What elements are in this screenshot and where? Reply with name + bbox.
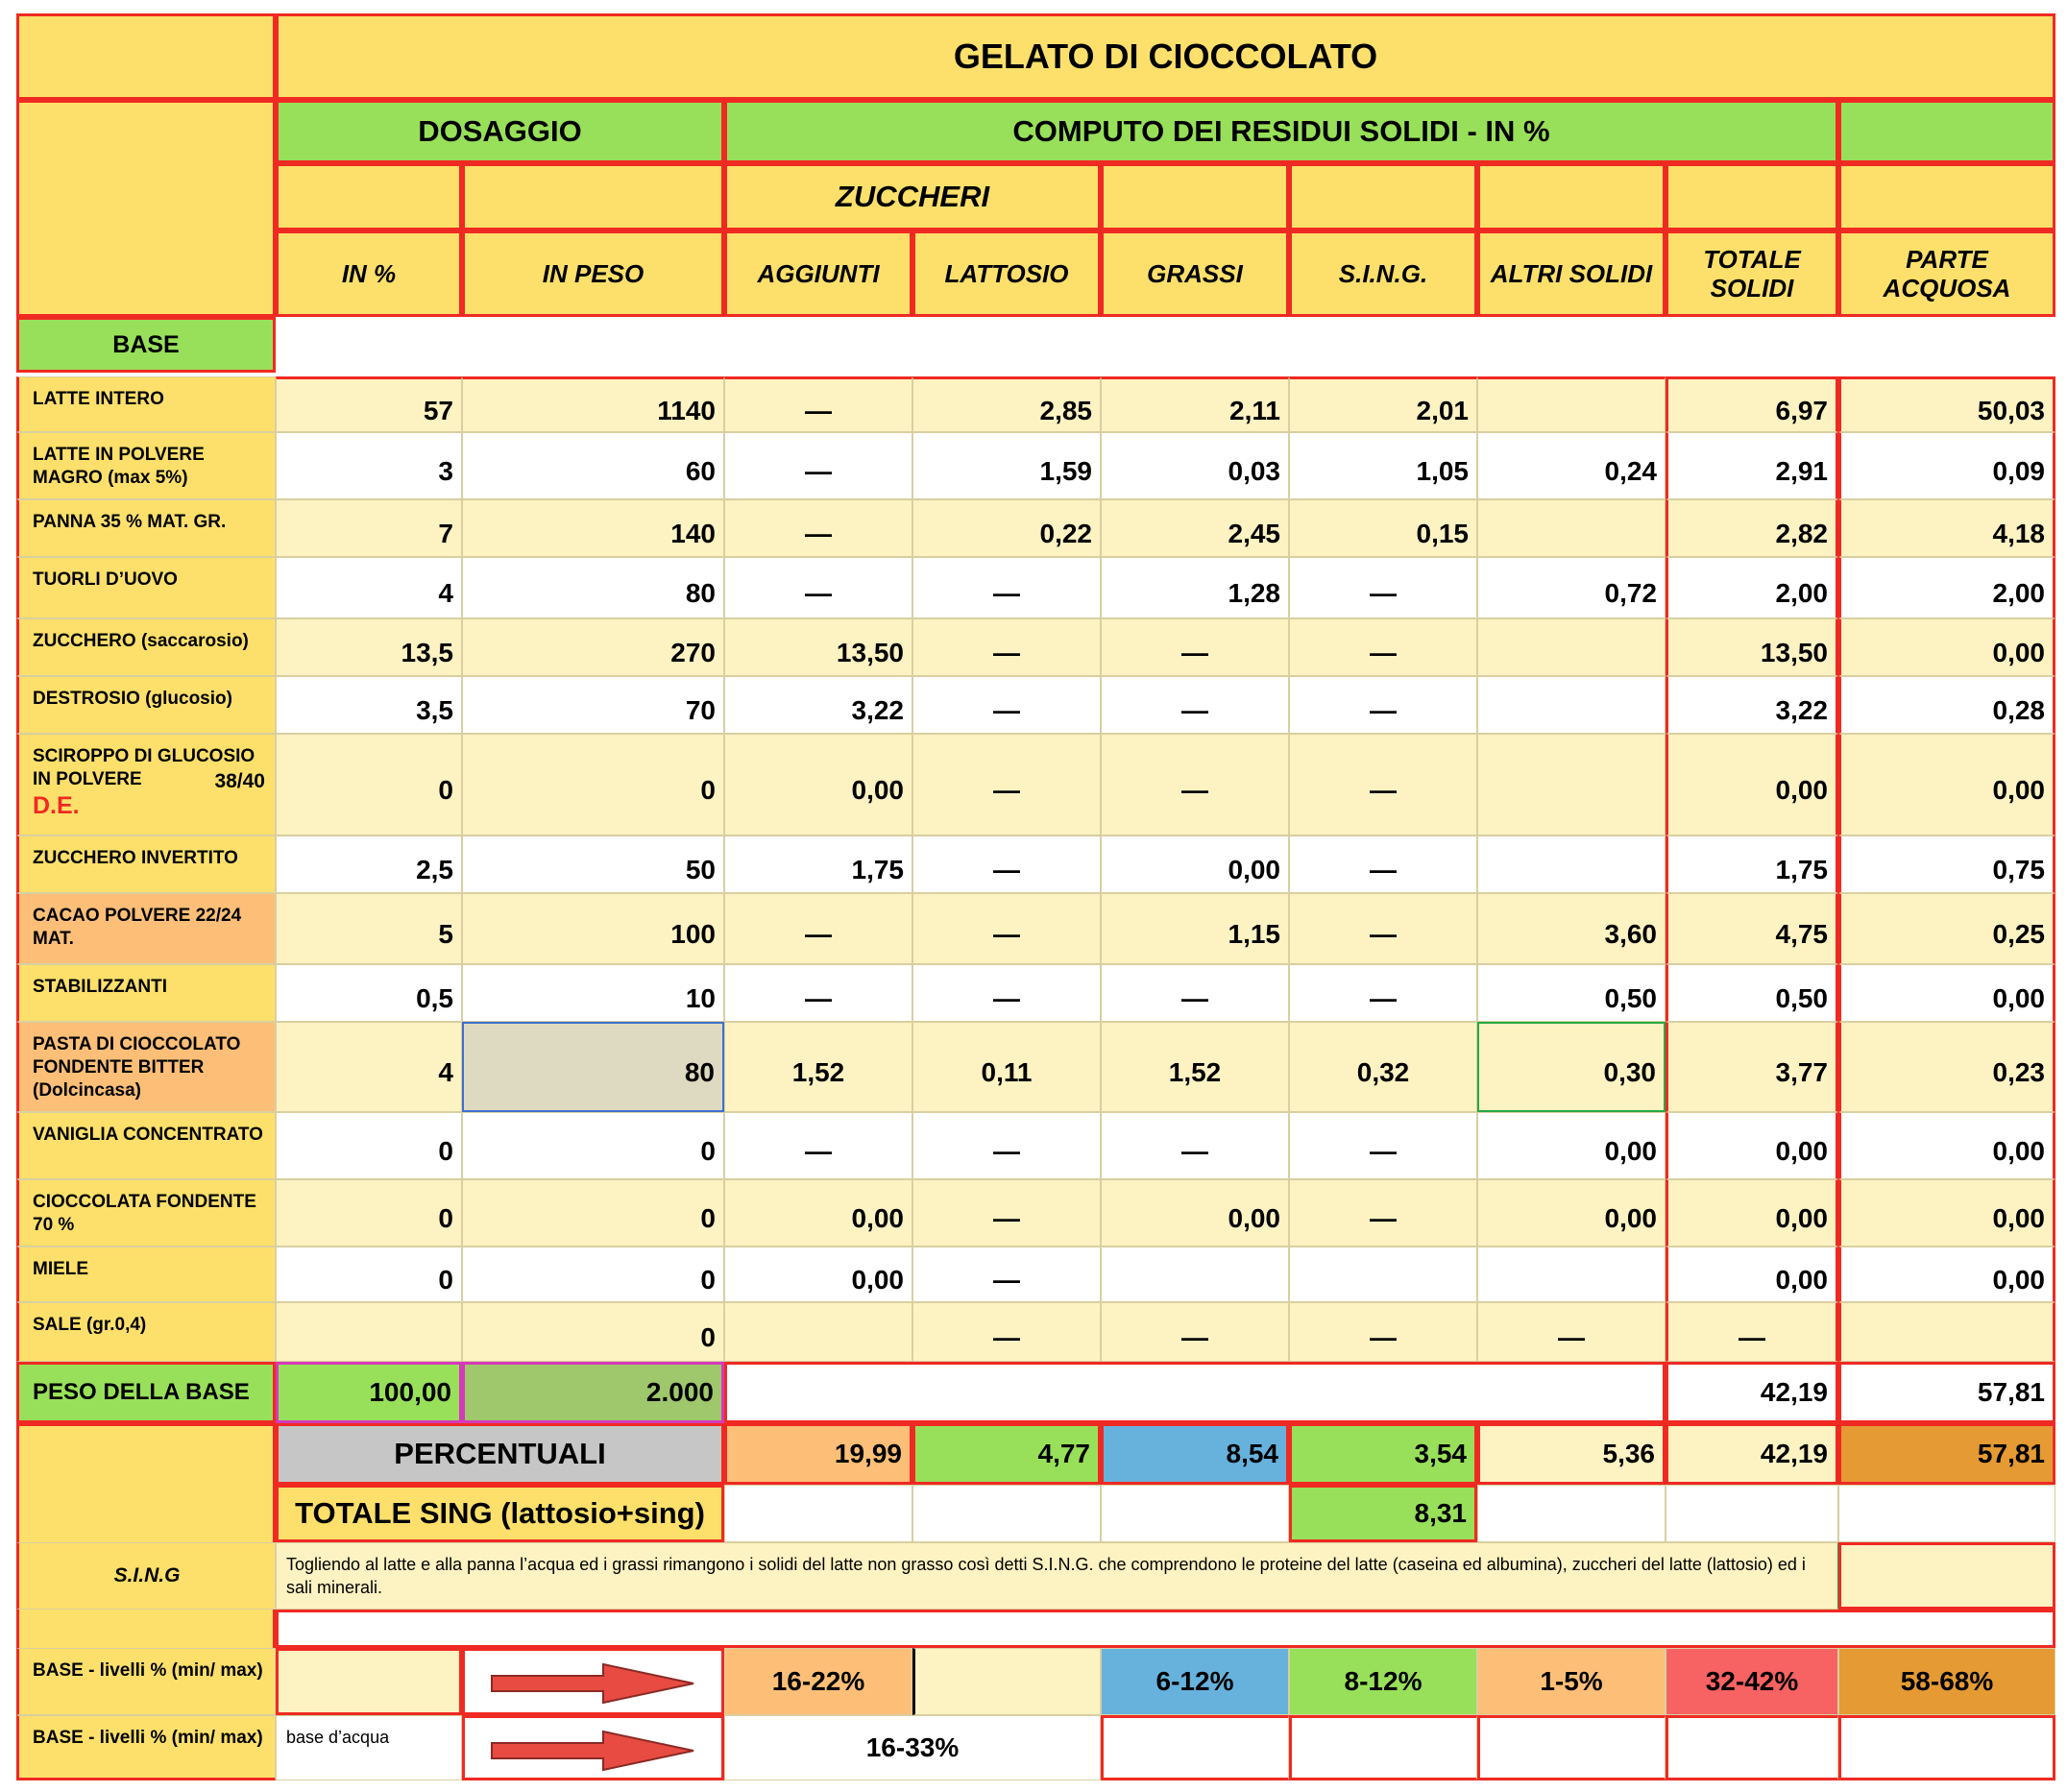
corner-cell	[16, 13, 276, 100]
data-cell[interactable]: 50,03	[1838, 376, 2055, 432]
data-cell[interactable]: —	[912, 893, 1101, 964]
row-label-text: ZUCCHERO INVERTITO	[33, 848, 238, 868]
data-cell[interactable]: —	[724, 964, 912, 1022]
data-cell[interactable]: 0,11	[912, 1022, 1101, 1112]
empty-cell	[912, 1485, 1101, 1542]
base-label: BASE	[16, 317, 276, 373]
data-cell[interactable]	[1477, 499, 1666, 557]
data-cell[interactable]: —	[912, 734, 1101, 835]
row-label	[16, 835, 276, 893]
data-cell[interactable]: —	[1101, 734, 1289, 835]
data-cell[interactable]: 1,75	[1666, 835, 1838, 893]
data-cell[interactable]: 0,15	[1289, 499, 1477, 557]
data-cell[interactable]: —	[912, 1302, 1101, 1362]
data-cell[interactable]: —	[1101, 618, 1289, 676]
data-cell[interactable]: —	[1477, 1302, 1666, 1362]
percentuali-value: 3,54	[1289, 1423, 1477, 1485]
data-cell[interactable]: 1,28	[1101, 557, 1289, 618]
dosaggio-header: DOSAGGIO	[276, 100, 724, 163]
empty-cell	[1101, 1715, 1289, 1780]
row-label-text: MIELE	[33, 1259, 89, 1279]
row-label	[16, 557, 276, 618]
data-cell[interactable]	[1477, 1247, 1666, 1302]
row-label-text: SALE (gr.0,4)	[33, 1315, 147, 1335]
percentuali-value: 8,54	[1101, 1423, 1289, 1485]
data-cell[interactable]: 2,00	[1838, 557, 2055, 618]
livelli-value: 16-22%	[724, 1648, 912, 1715]
row-label-text: CACAO POLVERE 22/24 MAT.	[33, 906, 242, 949]
row-label	[16, 376, 276, 432]
data-cell[interactable]: 0,00	[1101, 835, 1289, 893]
peso-label: PESO DELLA BASE	[16, 1362, 276, 1423]
data-cell[interactable]: 13,50	[1666, 618, 1838, 676]
data-cell[interactable]	[1838, 1302, 2055, 1362]
data-cell[interactable]: 3,5	[276, 676, 462, 734]
row-label	[16, 893, 276, 964]
data-cell[interactable]: 80	[462, 557, 724, 618]
livelli2-value: 16-33%	[724, 1715, 1101, 1780]
row-label-text: DESTROSIO (glucosio)	[33, 689, 232, 709]
percentuali-value: 4,77	[912, 1423, 1101, 1485]
data-cell[interactable]: —	[724, 893, 912, 964]
data-cell[interactable]: 4	[276, 557, 462, 618]
data-cell[interactable]: —	[1289, 557, 1477, 618]
row-label	[16, 432, 276, 499]
peso-weight: 2.000	[462, 1362, 724, 1423]
data-cell[interactable]: 1,05	[1289, 432, 1477, 499]
data-cell[interactable]: 0,25	[1838, 893, 2055, 964]
sing-label: S.I.N.G	[16, 1542, 276, 1610]
data-cell[interactable]: —	[1666, 1302, 1838, 1362]
data-cell[interactable]: 1,75	[724, 835, 912, 893]
data-cell[interactable]: 0	[276, 1247, 462, 1302]
column-header: ALTRI SOLIDI	[1477, 230, 1666, 317]
data-cell[interactable]: —	[912, 964, 1101, 1022]
livelli-label: BASE - livelli % (min/ max)	[16, 1648, 276, 1715]
data-cell[interactable]: —	[724, 499, 912, 557]
data-cell[interactable]: —	[724, 376, 912, 432]
zuccheri-header: ZUCCHERI	[724, 163, 1101, 230]
data-cell[interactable]: 80	[462, 1022, 724, 1112]
row-label	[16, 1302, 276, 1362]
data-cell[interactable]: 0	[276, 1112, 462, 1179]
row-label	[16, 618, 276, 676]
data-cell[interactable]: 0,00	[724, 1247, 912, 1302]
data-cell[interactable]: 0,00	[724, 734, 912, 835]
data-cell[interactable]: —	[1289, 618, 1477, 676]
data-cell[interactable]: 0,50	[1666, 964, 1838, 1022]
data-cell[interactable]: 3	[276, 432, 462, 499]
data-cell[interactable]: 0	[462, 1112, 724, 1179]
row-label-text: VANIGLIA CONCENTRATO	[33, 1125, 263, 1145]
data-cell[interactable]: —	[912, 1247, 1101, 1302]
data-cell[interactable]: 0,5	[276, 964, 462, 1022]
data-cell[interactable]: —	[1101, 1302, 1289, 1362]
livelli-value	[912, 1648, 1101, 1715]
percentuali-label: PERCENTUALI	[276, 1423, 724, 1485]
livelli-empty	[276, 1648, 462, 1715]
data-cell[interactable]: —	[912, 1179, 1101, 1247]
row-label	[16, 1112, 276, 1179]
data-cell[interactable]: 4,75	[1666, 893, 1838, 964]
row-label	[16, 1022, 276, 1112]
empty-cell	[1289, 1715, 1477, 1780]
data-cell[interactable]: 0,00	[1838, 618, 2055, 676]
data-cell[interactable]: 3,22	[724, 676, 912, 734]
data-cell[interactable]: 270	[462, 618, 724, 676]
data-cell[interactable]: 0,00	[1666, 1112, 1838, 1179]
data-cell[interactable]: 60	[462, 432, 724, 499]
data-cell[interactable]: 0,00	[1477, 1179, 1666, 1247]
group-empty-cell	[462, 163, 724, 230]
livelli2-note: base d’acqua	[276, 1715, 462, 1780]
data-cell[interactable]	[1477, 734, 1666, 835]
data-cell[interactable]: —	[912, 676, 1101, 734]
data-cell[interactable]: 0,00	[1838, 1112, 2055, 1179]
data-cell[interactable]: 1,59	[912, 432, 1101, 499]
group-empty-cell	[276, 163, 462, 230]
spacer-row	[276, 1610, 2055, 1648]
livelli-value: 1-5%	[1477, 1648, 1666, 1715]
column-header: TOTALE SOLIDI	[1666, 230, 1838, 317]
row-label	[16, 499, 276, 557]
data-cell[interactable]: 2,82	[1666, 499, 1838, 557]
data-cell[interactable]: 7	[276, 499, 462, 557]
data-cell[interactable]: 0,00	[1838, 1247, 2055, 1302]
row-label-text: ZUCCHERO (saccarosio)	[33, 631, 249, 651]
percentuali-value: 42,19	[1666, 1423, 1838, 1485]
data-cell[interactable]: 0,00	[1666, 734, 1838, 835]
data-cell[interactable]: 0,22	[912, 499, 1101, 557]
peso-totale: 42,19	[1666, 1362, 1838, 1423]
data-cell[interactable]: —	[1289, 676, 1477, 734]
data-cell[interactable]: —	[724, 557, 912, 618]
data-cell[interactable]: —	[1289, 1179, 1477, 1247]
data-cell[interactable]: —	[912, 835, 1101, 893]
data-cell[interactable]: 2,91	[1666, 432, 1838, 499]
empty-cell	[1838, 1485, 2055, 1542]
column-header: AGGIUNTI	[724, 230, 912, 317]
row-label-extra: 38/40	[214, 770, 265, 792]
data-cell[interactable]: 3,22	[1666, 676, 1838, 734]
empty-cell	[1666, 1715, 1838, 1780]
group-empty-cell	[1838, 163, 2055, 230]
data-cell[interactable]: 0	[276, 1179, 462, 1247]
data-cell[interactable]: 4,18	[1838, 499, 2055, 557]
empty-cell	[724, 1485, 912, 1542]
row-label-text: PASTA DI CIOCCOLATO FONDENTE BITTER (Dolcincasa)	[33, 1034, 241, 1101]
red-arrow-icon	[488, 1730, 699, 1772]
data-cell[interactable]	[724, 1302, 912, 1362]
empty-cell	[1666, 1485, 1838, 1542]
data-cell[interactable]	[276, 1302, 462, 1362]
red-arrow-icon	[488, 1662, 699, 1705]
data-cell[interactable]: 2,5	[276, 835, 462, 893]
data-cell[interactable]: 1,52	[1101, 1022, 1289, 1112]
row-label-text: PANNA 35 % MAT. GR.	[33, 512, 227, 532]
livelli2-label: BASE - livelli % (min/ max)	[16, 1715, 276, 1780]
row-label-text: LATTE IN POLVERE MAGRO (max 5%)	[33, 445, 205, 488]
row-label	[16, 734, 276, 835]
data-cell[interactable]	[1477, 676, 1666, 734]
data-cell[interactable]: 0,00	[1477, 1112, 1666, 1179]
empty-cell	[1477, 1485, 1666, 1542]
data-cell[interactable]: 0	[462, 1247, 724, 1302]
row-label	[16, 1247, 276, 1302]
data-cell[interactable]: —	[912, 1112, 1101, 1179]
data-cell[interactable]: 0,00	[724, 1179, 912, 1247]
data-cell[interactable]: 2,00	[1666, 557, 1838, 618]
column-header: S.I.N.G.	[1289, 230, 1477, 317]
data-cell[interactable]: —	[1101, 676, 1289, 734]
data-cell[interactable]	[1101, 1247, 1289, 1302]
group-empty-cell	[1289, 163, 1477, 230]
data-cell[interactable]: 0,03	[1101, 432, 1289, 499]
data-cell[interactable]: 0,32	[1289, 1022, 1477, 1112]
row-label-text: STABILIZZANTI	[33, 977, 168, 997]
data-cell[interactable]: 0,00	[1101, 1179, 1289, 1247]
header-side-cell	[16, 100, 276, 317]
sing-description: Togliendo al latte e alla panna l’acqua ed i grassi rimangono i solidi del latte non grasso così detti S.I.N.G. che comprendono le proteine del latte (caseina ed albumina), zuccheri del latte (lattosio) ed i sali minerali.	[276, 1542, 1838, 1610]
column-header: IN PESO	[462, 230, 724, 317]
data-cell[interactable]	[1477, 618, 1666, 676]
data-cell[interactable]: 0,09	[1838, 432, 2055, 499]
peso-empty	[724, 1362, 1666, 1423]
data-cell[interactable]: —	[1289, 734, 1477, 835]
data-cell[interactable]: —	[1289, 893, 1477, 964]
row-label	[16, 964, 276, 1022]
row-label	[16, 1179, 276, 1247]
data-cell[interactable]	[1477, 376, 1666, 432]
data-cell[interactable]	[1477, 835, 1666, 893]
row-label-text: SCIROPPO DI GLUCOSIO IN POLVERE	[33, 746, 255, 789]
data-cell[interactable]: 5	[276, 893, 462, 964]
data-cell[interactable]: 1140	[462, 376, 724, 432]
totale-sing-value: 8,31	[1289, 1485, 1477, 1542]
data-cell[interactable]: 0,30	[1477, 1022, 1666, 1112]
column-header: IN %	[276, 230, 462, 317]
data-cell[interactable]: —	[724, 432, 912, 499]
data-cell[interactable]: 0	[462, 734, 724, 835]
data-cell[interactable]: 0,00	[1838, 1179, 2055, 1247]
data-cell[interactable]: 0	[276, 734, 462, 835]
data-cell[interactable]: —	[1289, 1112, 1477, 1179]
empty-cell	[1101, 1485, 1289, 1542]
data-cell[interactable]: 57	[276, 376, 462, 432]
row-label-red: D.E.	[33, 792, 80, 819]
empty-cell	[1477, 1715, 1666, 1780]
data-cell[interactable]: 1,52	[724, 1022, 912, 1112]
data-cell[interactable]: 13,50	[724, 618, 912, 676]
peso-pct: 100,00	[276, 1362, 462, 1423]
arrow-cell	[462, 1715, 724, 1780]
arrow-cell	[462, 1648, 724, 1715]
data-cell[interactable]: 0,23	[1838, 1022, 2055, 1112]
header-empty-cell	[1838, 100, 2055, 163]
data-cell[interactable]: 0,28	[1838, 676, 2055, 734]
data-cell[interactable]: 0,00	[1838, 964, 2055, 1022]
group-empty-cell	[1666, 163, 1838, 230]
percentuali-value: 19,99	[724, 1423, 912, 1485]
data-cell[interactable]: 2,45	[1101, 499, 1289, 557]
peso-acqua: 57,81	[1838, 1362, 2055, 1423]
data-cell[interactable]: 70	[462, 676, 724, 734]
data-cell[interactable]: 0,00	[1666, 1247, 1838, 1302]
data-cell[interactable]: —	[1289, 964, 1477, 1022]
data-cell[interactable]: —	[912, 557, 1101, 618]
data-cell[interactable]: 0,75	[1838, 835, 2055, 893]
group-empty-cell	[1101, 163, 1289, 230]
data-cell[interactable]: —	[1101, 1112, 1289, 1179]
percentuali-value: 57,81	[1838, 1423, 2055, 1485]
data-cell[interactable]: 100	[462, 893, 724, 964]
empty-cell	[1838, 1715, 2055, 1780]
totale-sing-label: TOTALE SING (lattosio+sing)	[276, 1485, 724, 1542]
livelli-value: 32-42%	[1666, 1648, 1838, 1715]
column-header: PARTE ACQUOSA	[1838, 230, 2055, 317]
data-cell[interactable]: 3,77	[1666, 1022, 1838, 1112]
sheet-title: GELATO DI CIOCCOLATO	[276, 13, 2055, 100]
column-header: LATTOSIO	[912, 230, 1101, 317]
computo-header: COMPUTO DEI RESIDUI SOLIDI - IN %	[724, 100, 1838, 163]
livelli-value: 6-12%	[1101, 1648, 1289, 1715]
data-cell[interactable]: 1,15	[1101, 893, 1289, 964]
data-cell[interactable]: 0	[462, 1302, 724, 1362]
data-cell[interactable]: —	[912, 618, 1101, 676]
data-cell[interactable]: —	[1289, 835, 1477, 893]
data-cell[interactable]: 50	[462, 835, 724, 893]
data-cell[interactable]: 0,00	[1666, 1179, 1838, 1247]
data-cell[interactable]: —	[724, 1112, 912, 1179]
data-cell[interactable]: 2,11	[1101, 376, 1289, 432]
data-cell[interactable]: 4	[276, 1022, 462, 1112]
data-cell[interactable]: 2,01	[1289, 376, 1477, 432]
data-cell[interactable]: 140	[462, 499, 724, 557]
data-cell[interactable]	[1289, 1247, 1477, 1302]
percentuali-value: 5,36	[1477, 1423, 1666, 1485]
data-cell[interactable]: —	[1289, 1302, 1477, 1362]
data-cell[interactable]: 0,72	[1477, 557, 1666, 618]
livelli-value: 8-12%	[1289, 1648, 1477, 1715]
data-cell[interactable]: 0,24	[1477, 432, 1666, 499]
data-cell[interactable]: 6,97	[1666, 376, 1838, 432]
sing-empty	[1838, 1542, 2055, 1610]
data-cell[interactable]: 3,60	[1477, 893, 1666, 964]
data-cell[interactable]: 0	[462, 1179, 724, 1247]
row-label	[16, 676, 276, 734]
row-label-text: CIOCCOLATA FONDENTE 70 %	[33, 1192, 256, 1235]
row-label-text: TUORLI D’UOVO	[33, 569, 178, 590]
livelli-value: 58-68%	[1838, 1648, 2055, 1715]
data-cell[interactable]: 0,50	[1477, 964, 1666, 1022]
data-cell[interactable]: 2,85	[912, 376, 1101, 432]
data-cell[interactable]: 13,5	[276, 618, 462, 676]
group-empty-cell	[1477, 163, 1666, 230]
data-cell[interactable]: 0,00	[1838, 734, 2055, 835]
column-header: GRASSI	[1101, 230, 1289, 317]
data-cell[interactable]: —	[1101, 964, 1289, 1022]
row-label-text: LATTE INTERO	[33, 389, 164, 409]
data-cell[interactable]: 10	[462, 964, 724, 1022]
